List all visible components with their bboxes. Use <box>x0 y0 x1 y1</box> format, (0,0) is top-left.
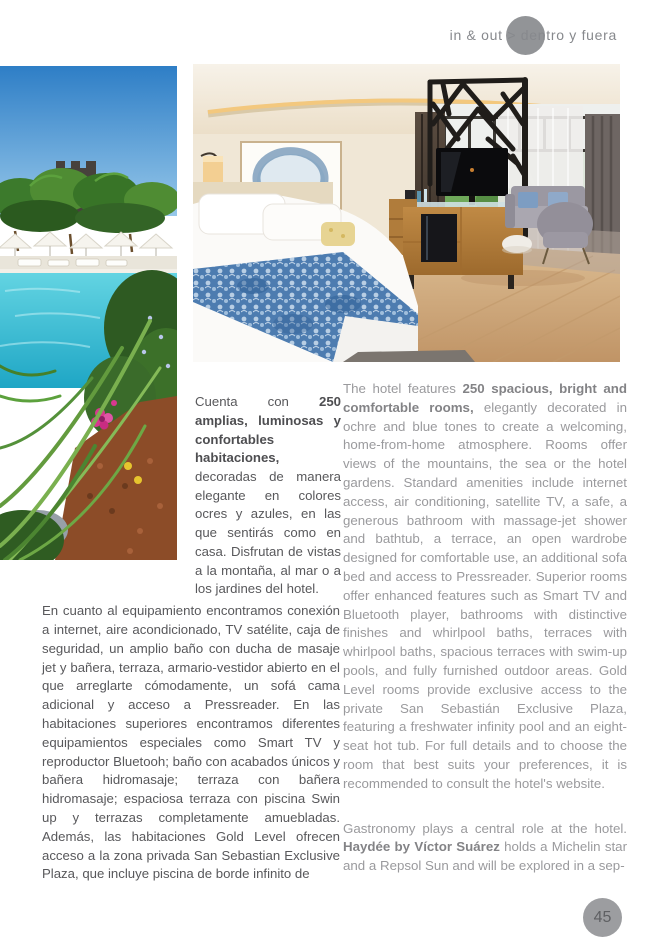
english-paragraph-rooms: The hotel features 250 spacious, bright and comfortable rooms, elegantly decorated in ochre and blue tones to create a welcoming, home-from-home atmosphere. Rooms offer views of the mountains, the sea or the hotel gardens. Standard amenities include internet access, air conditioning, satellite TV, a safe, a generous bathroom with massage-jet shower and bathtub, a terrace, an open wardrobe designed for comfortable use, an additional sofa bed and access to Pressreader. Superior rooms offer enhanced features such as Smart TV and Bluetooth player, bathrooms with distinctive finishes and whirlpool baths, terraces with whirlpool baths, spacious terraces with swim-up pools, and fully furnished outdoor areas. Gold Level rooms provide exclusive access to the private San Sebastián Exclusive Plaza, featuring a freshwater infinity pool and an eight-seat hot tub. For full details and to choose the room that best suits your preferences, it is recommended to consult the hotel's website. <box>343 381 627 791</box>
page-number-badge <box>583 898 622 937</box>
minibar <box>421 214 457 262</box>
english-column <box>343 380 627 876</box>
room-photo <box>193 64 620 362</box>
spanish-intro-paragraph: Cuenta con 250 amplias, luminosas y confortables habitaciones, decoradas de manera elegante en colores ocres y azules, en las que sentirás como en casa. Disfrutan de vistas a la montaña, al mar o a los jardines del hotel. <box>195 394 341 597</box>
pouf <box>502 235 532 254</box>
section-header: in & out > dentro y fuera <box>449 27 617 43</box>
spanish-body-paragraph: En cuanto al equipamiento encontramos conexión a internet, aire acondicionado, TV satélite, caja de seguridad, un amplio baño con ducha de masaje jet y bañera, terraza, armario-vestidor abierto en el que arreglarte cómodamente, un sofá cama adicional y acceso a Pressreader. En las habitaciones superiores encontramos diferentes equipamientos especiales como Smart TV y reproductor Bluetooh; baño con acabados únicos y bañera hidromasaje; terraza con bañera hidromasaje; espaciosa terraza con piscina Swin up y terrazas completamente amuebladas. Además, las habitaciones Gold Level ofrecen acceso a la zona privada San Sebastian Exclusive Plaza, que incluye piscina de borde infinito de <box>42 603 340 882</box>
room-photo-illustration <box>193 64 620 362</box>
page-number: 45 <box>593 908 612 926</box>
pool-photo <box>0 66 177 560</box>
english-paragraph-gastronomy: Gastronomy plays a central role at the hotel. Haydée by Víctor Suárez holds a Michelin star and a Repsol Sun and will be explored in a sep- <box>343 820 627 874</box>
wall-lamp <box>201 153 223 186</box>
pool-photo-illustration <box>0 66 177 560</box>
